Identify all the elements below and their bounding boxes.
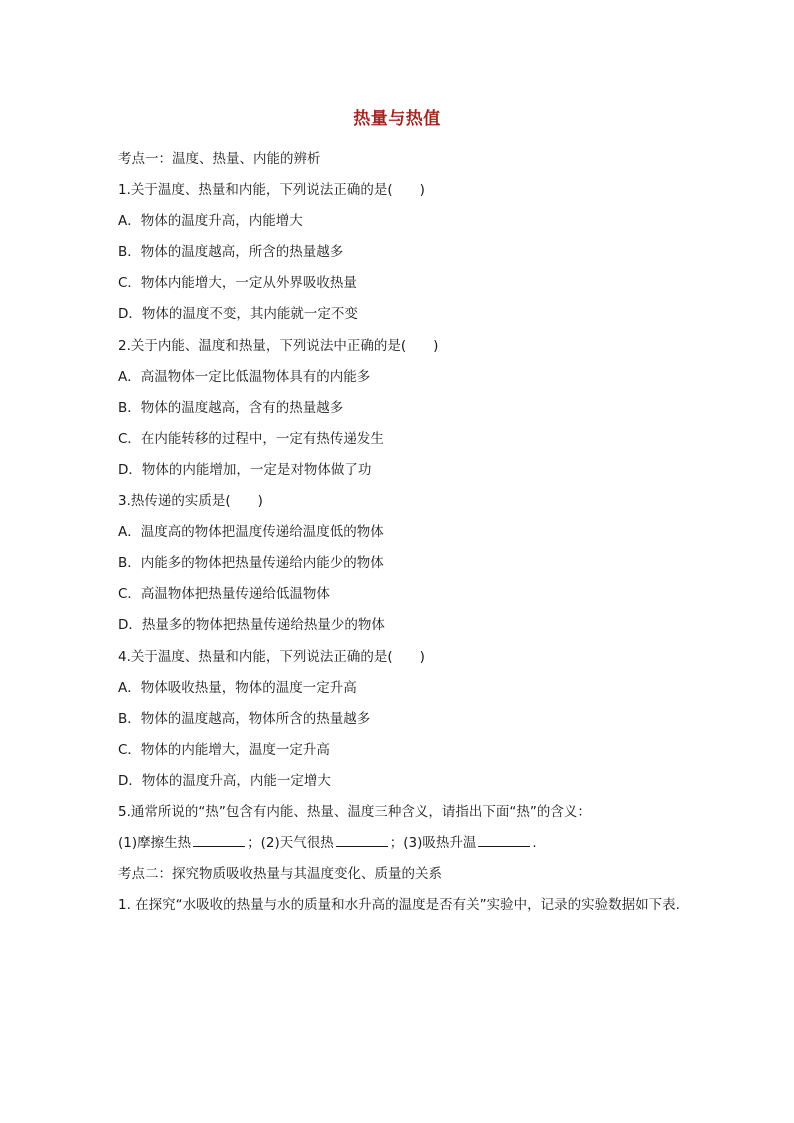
question-3-option-c: C．高温物体把热量传递给低温物体 — [118, 586, 330, 603]
section-heading-2: 考点二：探究物质吸收热量与其温度变化、质量的关系 — [118, 866, 442, 883]
question-5-stem: 5.通常所说的“热”包含有内能、热量、温度三种含义，请指出下面“热”的含义： — [118, 803, 591, 820]
question-5-part-1: (1)摩擦生热 — [118, 835, 192, 852]
question-3-option-b: B．内能多的物体把热量传递给内能少的物体 — [118, 555, 384, 572]
question-3-option-a: A．温度高的物体把温度传递给温度低的物体 — [118, 524, 384, 541]
section-heading-1: 考点一：温度、热量、内能的辨析 — [118, 151, 321, 167]
question-2-option-d: D．物体的内能增加，一定是对物体做了功 — [118, 461, 372, 478]
answer-blank-2[interactable] — [336, 834, 388, 847]
question-3-stem: 3.热传递的实质是( ) — [118, 493, 263, 510]
question-5-sep-2: ； — [389, 835, 404, 852]
question-4-option-c: C．物体的内能增大，温度一定升高 — [118, 741, 330, 758]
question-3-option-d: D．热量多的物体把热量传递给热量少的物体 — [118, 617, 385, 634]
question-2-option-c: C．在内能转移的过程中，一定有热传递发生 — [118, 430, 384, 447]
question-1-stem: 1.关于温度、热量和内能，下列说法正确的是( ) — [118, 182, 425, 199]
question-2-option-b: B．物体的温度越高，含有的热量越多 — [118, 399, 344, 416]
question-5-part-2: (2)天气很热 — [260, 835, 334, 852]
answer-blank-3[interactable] — [478, 834, 530, 847]
section-2-question-1: 1. 在探究“水吸收的热量与水的质量和水升高的温度是否有关”实验中，记录的实验数据如下表. — [118, 897, 680, 914]
document-title: 热量与热值 — [353, 109, 441, 129]
document-body — [118, 144, 688, 921]
answer-blank-1[interactable] — [193, 834, 245, 847]
question-5-sep-1: ； — [247, 835, 261, 852]
question-5-part-3: (3)吸热升温 — [403, 835, 477, 852]
question-1-option-b: B．物体的温度越高，所含的热量越多 — [118, 244, 344, 261]
question-4-option-d: D．物体的温度升高，内能一定增大 — [118, 772, 331, 789]
question-2-option-a: A．高温物体一定比低温物体具有的内能多 — [118, 368, 371, 385]
question-1-option-c: C．物体内能增大，一定从外界吸收热量 — [118, 275, 357, 292]
question-1-option-a: A．物体的温度升高，内能增大 — [118, 213, 303, 230]
question-4-stem: 4.关于温度、热量和内能，下列说法正确的是( ) — [118, 648, 425, 665]
question-4-option-a: A．物体吸收热量，物体的温度一定升高 — [118, 679, 357, 696]
question-4-option-b: B．物体的温度越高，物体所含的热量越多 — [118, 710, 371, 727]
question-2-stem: 2.关于内能、温度和热量，下列说法中正确的是( ) — [118, 337, 439, 354]
question-5-blanks — [118, 828, 688, 859]
question-1-option-d: D．物体的温度不变，其内能就一定不变 — [118, 306, 358, 323]
question-5-end: . — [532, 835, 537, 852]
